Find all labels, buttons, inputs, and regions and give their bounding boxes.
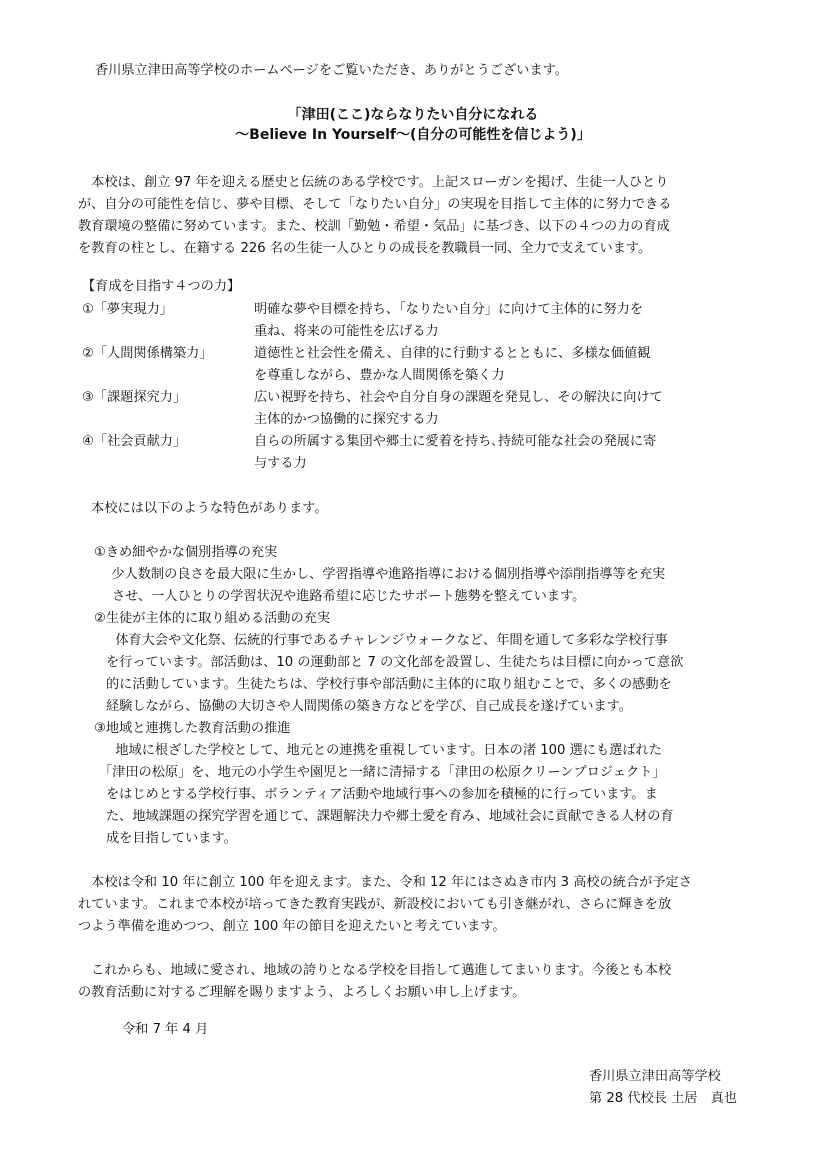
ability-desc-line: を尊重しながら、豊かな人間関係を築く力 <box>254 368 505 383</box>
ability-desc-line: 与する力 <box>254 456 307 471</box>
ability-desc-3 <box>254 387 663 431</box>
feature-line: をはじめとする学校行事、ボランティア活動や地域行事への参加を積極的に行っています。ま <box>106 787 658 802</box>
feature-line: 経験しながら、協働の大切さや人間関係の築き方などを学び、自己成長を遂げています。 <box>106 699 632 714</box>
document-date: 令和 7 年 4 月 <box>122 1022 209 1037</box>
feature-line: 地域に根ざした学校として、地元との連携を重視しています。日本の渚 100 選にも選ばれた <box>89 743 662 758</box>
ability-name-2: ②「人間関係構築力」 <box>82 346 213 361</box>
paragraph-school-overview <box>78 172 758 260</box>
paragraph-centennial <box>78 872 758 938</box>
feature-line: 「津田の松原」を、地元の小学生や園児と一緒に清掃する「津田の松原クリーンプロジェクト」 <box>99 765 666 780</box>
ability-desc-line: 自らの所属する集団や郷土に愛着を持ち､持続可能な社会の発展に寄 <box>254 434 657 449</box>
paragraph-line: 本校は、創立 97 年を迎える歴史と伝統のある学校です。上記スローガンを掲げ、生徒一人ひとり <box>78 175 669 190</box>
signature-school: 香川県立津田高等学校 <box>589 1069 721 1084</box>
slogan-line-1: 「津田(ここ)ならなりたい自分になれる <box>287 107 539 123</box>
feature-line: 少人数制の良さを最大限に生かし、学習指導や進路指導における個別指導や添削指導等を充実 <box>85 567 666 582</box>
feature-body-2 <box>89 630 684 718</box>
ability-desc-2 <box>254 343 650 387</box>
ability-name-4: ④「社会貢献力」 <box>82 434 187 449</box>
ability-name-1: ①「夢実現力」 <box>82 302 173 317</box>
paragraph-line: 本校は令和 10 年に創立 100 年を迎えます。また、令和 12 年にはさぬき市内 3 高校の統合が予定さ <box>78 875 692 890</box>
paragraph-line: つよう準備を進めつつ、創立 100 年の節目を迎えたいと考えています。 <box>78 919 506 934</box>
paragraph-closing <box>78 960 758 1004</box>
feature-heading-2: ②生徒が主体的に取り組める活動の充実 <box>94 611 331 626</box>
feature-heading-1: ①きめ細やかな個別指導の充実 <box>94 545 278 560</box>
ability-desc-line: 重ね、将来の可能性を広げる力 <box>254 324 439 339</box>
paragraph-line: の教育活動に対するご理解を賜りますよう、よろしくお願い申し上げます。 <box>78 985 526 1000</box>
ability-desc-line: 明確な夢や目標を持ち、「なりたい自分」に向けて主体的に努力を <box>254 302 644 317</box>
ability-desc-line: 広い視野を持ち、社会や自分自身の課題を発見し、その解決に向けて <box>254 390 663 405</box>
ability-name-3: ③「課題探究力」 <box>82 390 187 405</box>
paragraph-line: れています。これまで本校が培ってきた教育実践が、新設校においても引き継がれ、さらに輝きを放 <box>78 897 672 912</box>
feature-body-3 <box>89 740 674 850</box>
ability-desc-line: 主体的かつ協働的に探究する力 <box>254 412 439 427</box>
feature-line: を行っています。部活動は、10 の運動部と 7 の文化部を設置し、生徒たちは目標に向かって意欲 <box>106 655 684 670</box>
paragraph-line: これからも、地域に愛され、地域の誇りとなる学校を目指して邁進してまいります。今後とも本校 <box>78 963 672 978</box>
feature-body-1 <box>85 564 666 608</box>
feature-heading-3: ③地域と連携した教育活動の推進 <box>94 721 291 736</box>
paragraph-line: が、自分の可能性を信じ、夢や目標、そして「なりたい自分」の実現を目指して主体的に努力できる <box>78 197 672 212</box>
intro-greeting: 香川県立津田高等学校のホームページをご覧いただき、ありがとうございます。 <box>95 63 568 78</box>
feature-line: た、地域課題の探究学習を通じて、課題解決力や郷土愛を育み、地域社会に貢献できる人材の育 <box>106 809 674 824</box>
feature-line: 体育大会や文化祭、伝統的行事であるチャレンジウォークなど、年間を通して多彩な学校行事 <box>89 633 668 648</box>
ability-desc-1 <box>254 299 643 343</box>
paragraph-line: 教育環境の整備に努めています。また、校訓「勤勉・希望・気品」に基づき、以下の４つの力の育成 <box>78 219 670 234</box>
slogan-line-2: ～Believe In Yourself～(自分の可能性を信じよう)」 <box>235 127 591 143</box>
feature-line: させ、一人ひとりの学習状況や進路希望に応じたサポート態勢を整えています。 <box>112 589 586 604</box>
features-intro: 本校には以下のような特色があります。 <box>78 501 328 516</box>
ability-desc-4 <box>254 431 656 475</box>
signature-principal: 第 28 代校長 土居 真也 <box>589 1091 738 1106</box>
feature-line: 成を目指しています。 <box>106 831 237 846</box>
feature-line: 的に活動しています。生徒たちは、学校行事や部活動に主体的に取り組むことで、多くの感動を <box>106 677 672 692</box>
abilities-heading: 【育成を目指す４つの力】 <box>82 279 241 294</box>
paragraph-line: を教育の柱とし、在籍する 226 名の生徒一人ひとりの成長を教職員一同、全力で支えています。 <box>78 241 652 256</box>
ability-desc-line: 道徳性と社会性を備え、自律的に行動するとともに、多様な価値観 <box>254 346 651 361</box>
